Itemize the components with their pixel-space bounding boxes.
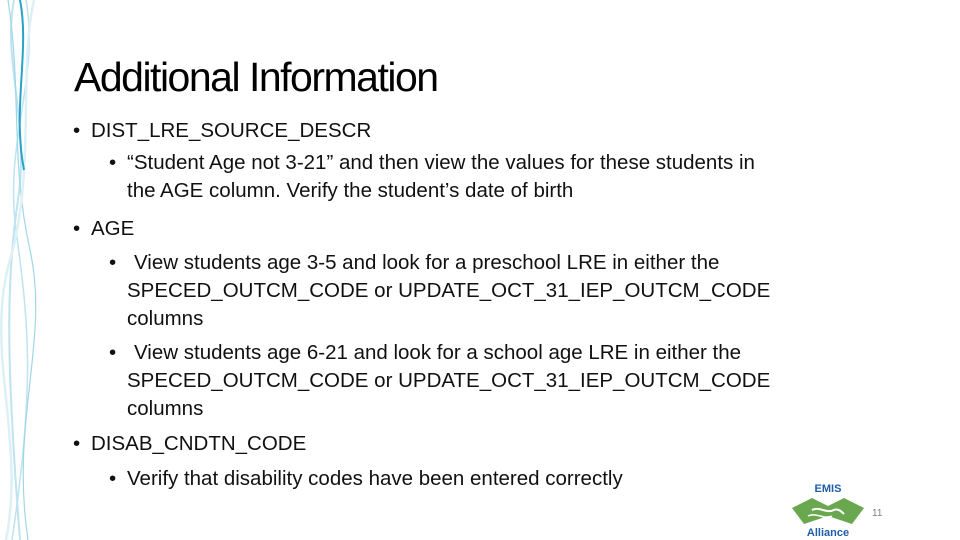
bullet-glyph: •: [109, 251, 117, 274]
slide-title: Additional Information: [74, 54, 438, 100]
bullet-glyph: •: [73, 432, 81, 455]
bullet-item: [73, 215, 135, 243]
sub-bullet-continuation: [127, 277, 770, 305]
sub-bullet-item: [109, 339, 742, 367]
sub-bullet-line: View students age 3-5 and look for a preschool LRE in either the: [134, 251, 720, 274]
emis-alliance-logo: [778, 480, 878, 540]
logo-top-text: EMIS: [814, 483, 842, 495]
sub-bullet-line: SPECED_OUTCM_CODE or UPDATE_OCT_31_IEP_OUTCM_CODE: [127, 279, 771, 302]
bullet-item: [73, 430, 307, 458]
sub-bullet-continuation: [127, 395, 203, 423]
sub-bullet-line: Verify that disability codes have been entered correctly: [127, 467, 623, 490]
sub-bullet-line: the AGE column. Verify the student’s date of birth: [127, 179, 574, 202]
sub-bullet-line: “Student Age not 3-21” and then view the values for these students in: [127, 151, 755, 174]
bullet-glyph: •: [73, 217, 81, 240]
sub-bullet-item: [109, 465, 623, 493]
sub-bullet-item: [109, 249, 720, 277]
bullet-glyph: •: [73, 119, 81, 142]
sub-bullet-continuation: [127, 177, 573, 205]
sub-bullet-continuation: [127, 305, 203, 333]
sub-bullet-line: View students age 6-21 and look for a school age LRE in either the: [134, 341, 742, 364]
sub-bullet-item: [109, 149, 755, 177]
page-number: 11: [872, 508, 883, 519]
bullet-item: [73, 117, 372, 145]
sub-bullet-line: columns: [127, 307, 204, 330]
logo-bottom-text: Alliance: [806, 527, 850, 539]
sub-bullet-line: columns: [127, 397, 204, 420]
bullet-text: AGE: [91, 217, 135, 240]
sub-bullet-line: SPECED_OUTCM_CODE or UPDATE_OCT_31_IEP_OUTCM_CODE: [127, 369, 771, 392]
bullet-text: DIST_LRE_SOURCE_DESCR: [91, 119, 372, 142]
bullet-glyph: •: [109, 467, 117, 490]
bullet-glyph: •: [109, 341, 117, 364]
sub-bullet-continuation: [127, 367, 770, 395]
bullet-glyph: •: [109, 151, 117, 174]
bullet-text: DISAB_CNDTN_CODE: [91, 432, 307, 455]
